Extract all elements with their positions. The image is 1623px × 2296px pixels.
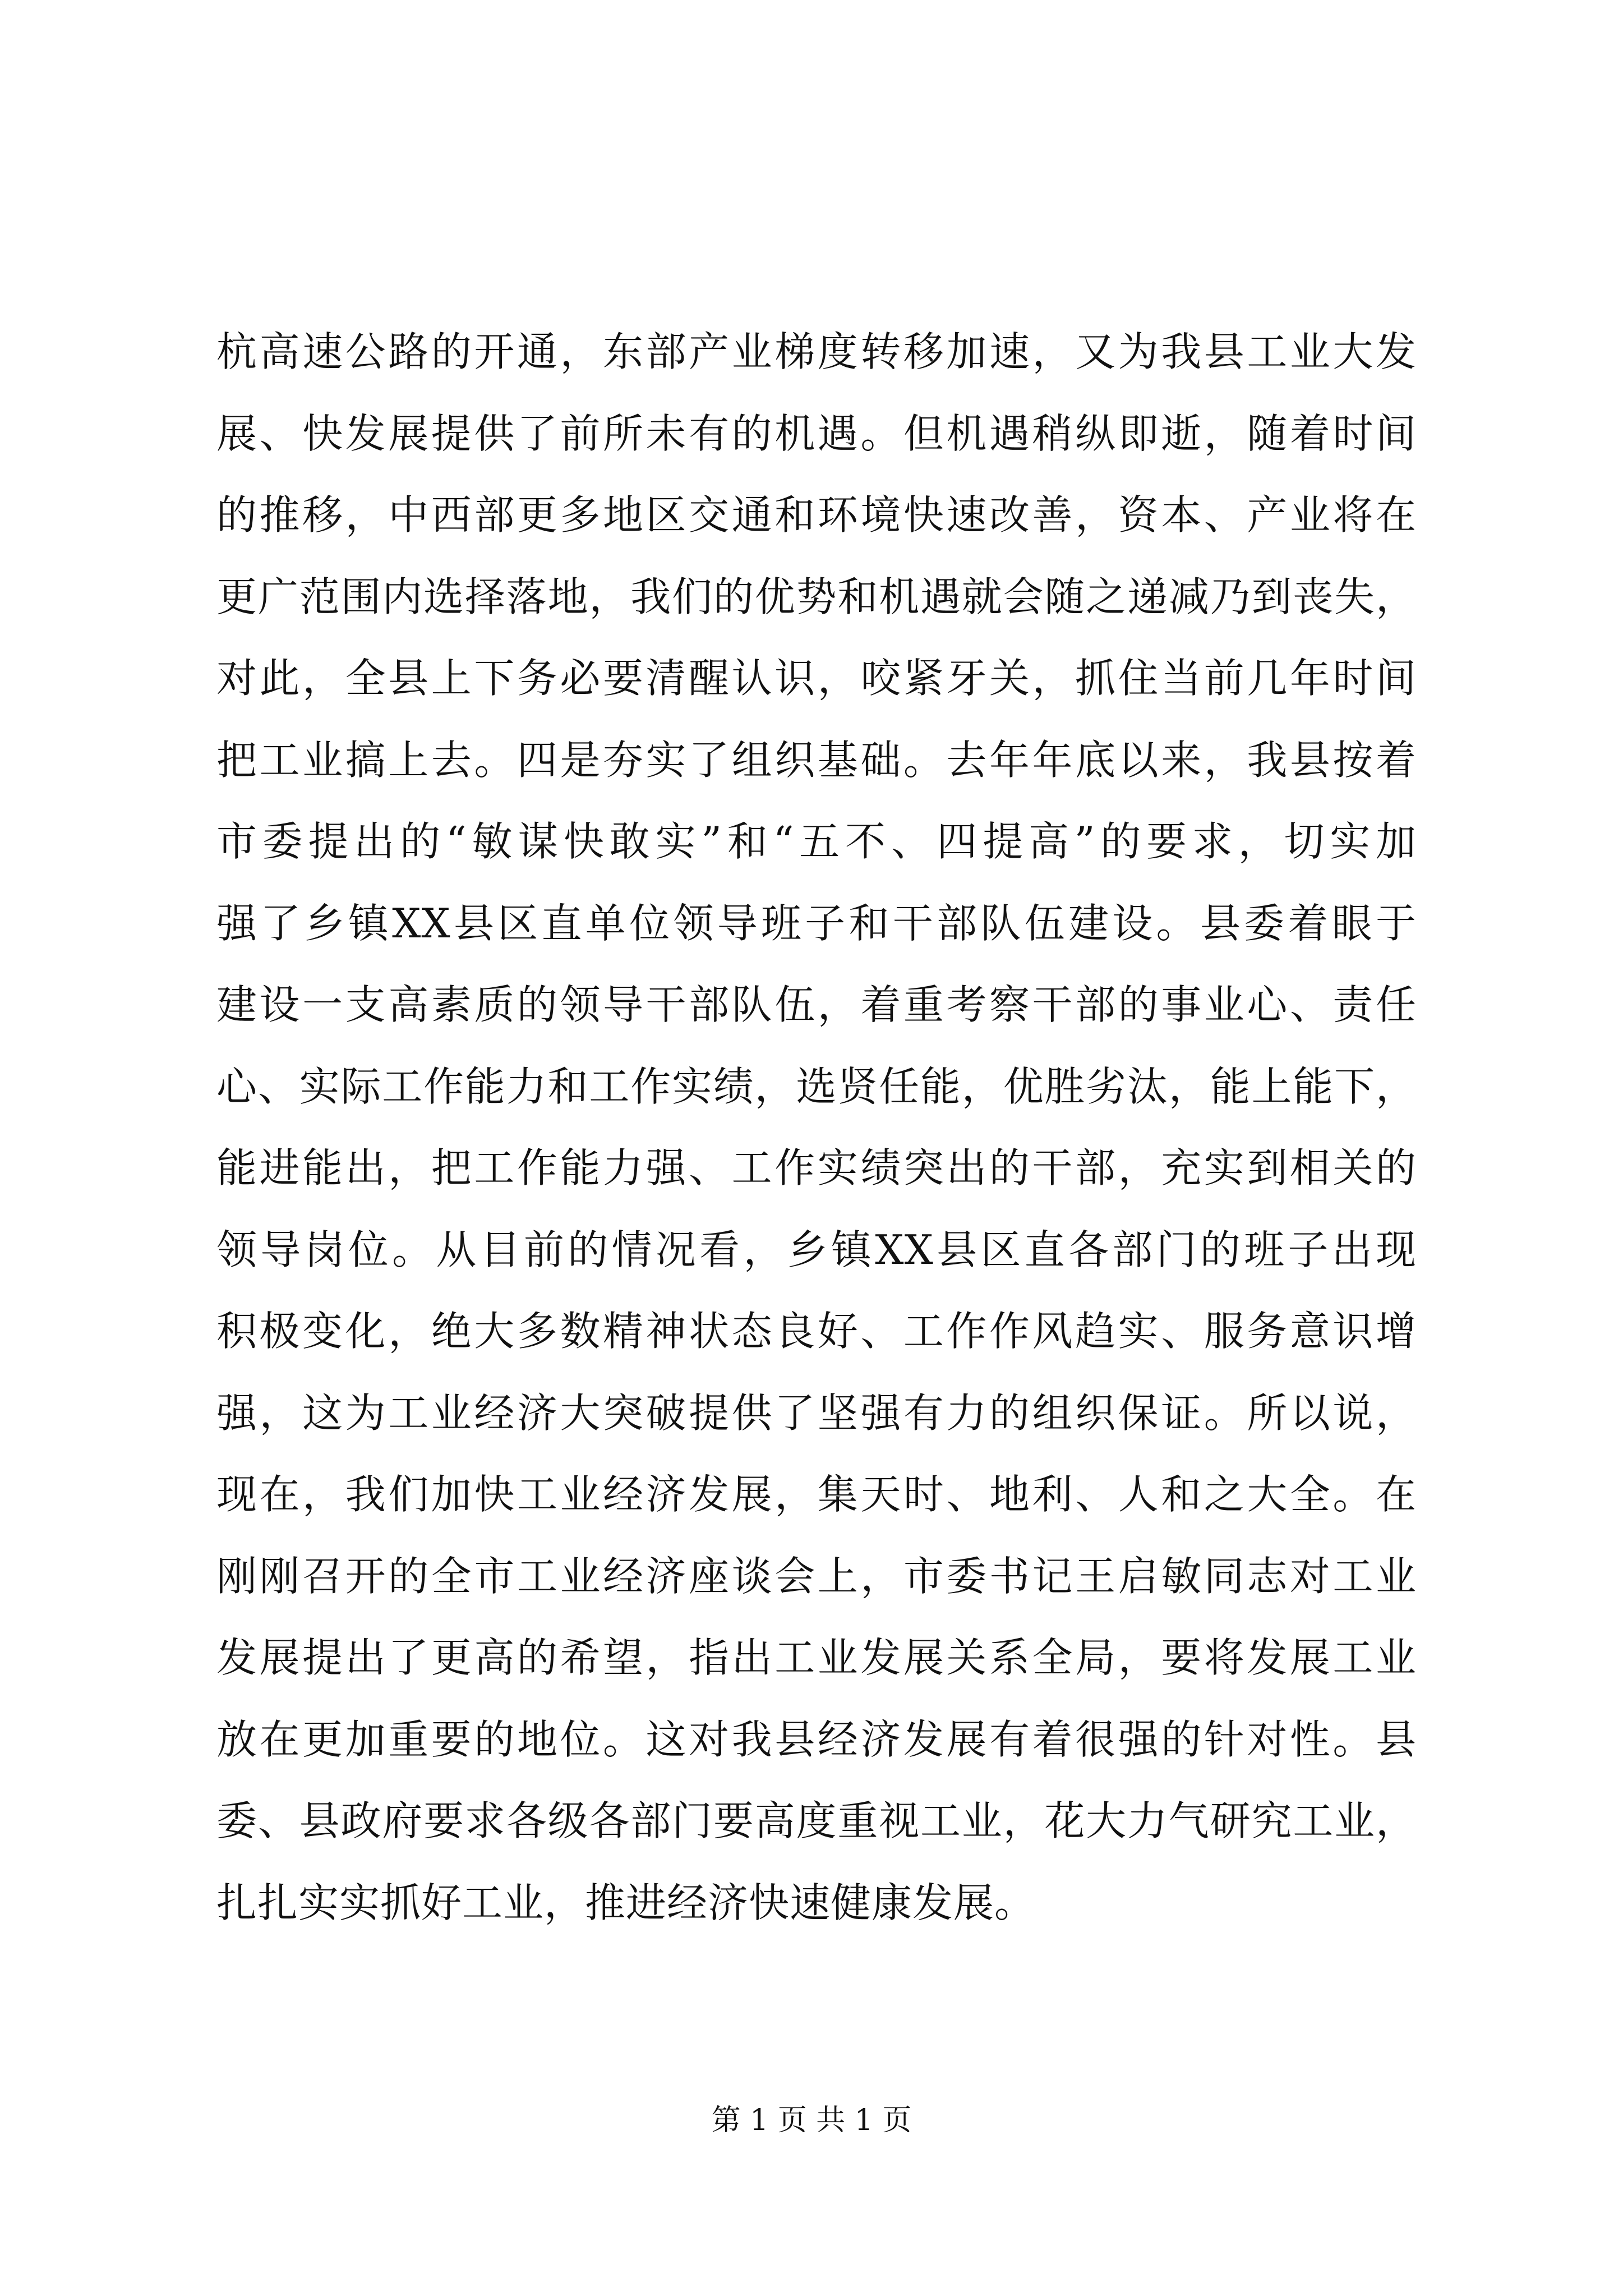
- text-line: 强了乡镇XX县区直单位领导班子和干部队伍建设。县委着眼于: [216, 899, 1417, 947]
- text-line: 强，这为工业经济大突破提供了坚强有力的组织保证。所以说，: [216, 1389, 1417, 1437]
- text-line: 把工业搞上去。四是夯实了组织基础。去年年底以来，我县按着: [216, 736, 1417, 784]
- text-line: 刚刚召开的全市工业经济座谈会上，市委书记王启敏同志对工业: [216, 1552, 1417, 1600]
- text-line: 杭高速公路的开通，东部产业梯度转移加速，又为我县工业大发: [216, 328, 1417, 375]
- text-line: 展、快发展提供了前所未有的机遇。但机遇稍纵即逝，随着时间: [216, 409, 1417, 457]
- text-line: 积极变化，绝大多数精神状态良好、工作作风趋实、服务意识增: [216, 1308, 1417, 1355]
- text-line: 领导岗位。从目前的情况看，乡镇XX县区直各部门的班子出现: [216, 1226, 1417, 1273]
- body-text: [216, 311, 1417, 1944]
- text-line: 能进能出，把工作能力强、工作实绩突出的干部，充实到相关的: [216, 1144, 1417, 1191]
- text-line: 对此，全县上下务必要清醒认识，咬紧牙关，抓住当前几年时间: [216, 655, 1417, 702]
- text-line: 发展提出了更高的希望，指出工业发展关系全局，要将发展工业: [216, 1634, 1417, 1681]
- text-line: 市委提出的“敏谋快敢实”和“五不、四提高”的要求，切实加: [216, 818, 1417, 865]
- text-line: 放在更加重要的地位。这对我县经济发展有着很强的针对性。县: [216, 1715, 1417, 1763]
- text-line: 的推移，中西部更多地区交通和环境快速改善，资本、产业将在: [216, 491, 1417, 539]
- text-line: 建设一支高素质的领导干部队伍，着重考察干部的事业心、责任: [216, 981, 1417, 1028]
- text-line: 扎扎实实抓好工业，推进经济快速健康发展。: [216, 1879, 1036, 1926]
- text-line: 更广范围内选择落地，我们的优势和机遇就会随之递减乃到丧失，: [216, 573, 1417, 620]
- page-footer: [0, 2098, 1623, 2143]
- text-line: 心、实际工作能力和工作实绩，选贤任能，优胜劣汰，能上能下，: [216, 1062, 1417, 1110]
- page-number-label: 第 1 页 共 1 页: [711, 2104, 912, 2137]
- text-line: 委、县政府要求各级各部门要高度重视工业，花大力气研究工业，: [216, 1797, 1417, 1844]
- text-line: 现在，我们加快工业经济发展，集天时、地利、人和之大全。在: [216, 1471, 1417, 1518]
